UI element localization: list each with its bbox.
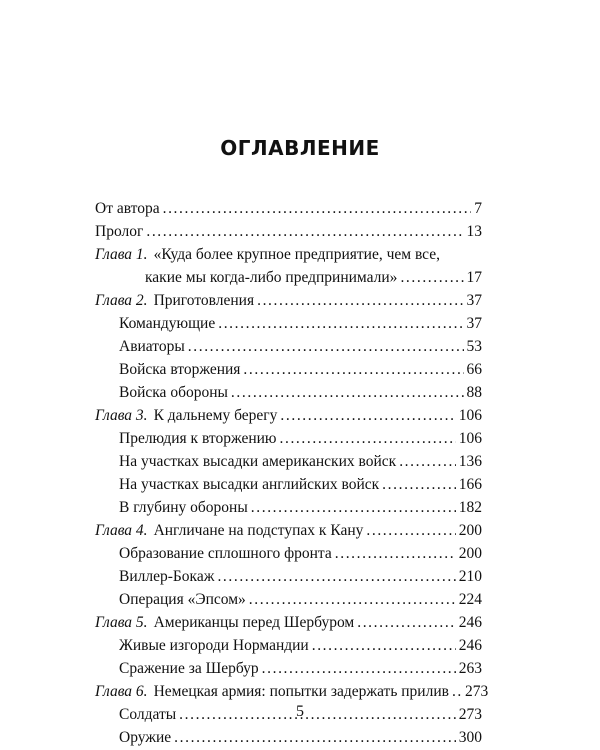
toc-page-number: 210 (458, 568, 482, 585)
toc-subentry (95, 588, 482, 611)
toc-subentry (95, 657, 482, 680)
toc-entry-title: Сражение за Шербур (119, 660, 259, 677)
toc-page-number: 200 (458, 522, 482, 539)
toc-page-number: 37 (466, 315, 482, 332)
toc-entry (95, 197, 482, 220)
toc-entry-title: От автора (95, 200, 160, 217)
dot-leader (243, 358, 463, 381)
page-number: 5 (296, 703, 304, 720)
toc-chapter-entry (95, 611, 482, 634)
toc-subentry (95, 565, 482, 588)
toc-page-number: 200 (458, 545, 482, 562)
dot-leader (280, 427, 456, 450)
toc-subentry (95, 312, 482, 335)
toc-page-number: 106 (458, 430, 482, 447)
chapter-label: Глава 2. (95, 292, 148, 309)
toc-page-number: 53 (466, 338, 482, 355)
toc-chapter-entry (95, 243, 482, 266)
dot-leader (452, 680, 462, 703)
toc-entry-title: На участках высадки американских войск (119, 453, 397, 470)
toc-page-number: 106 (458, 407, 482, 424)
dot-leader (146, 220, 463, 243)
toc-entry-title: Прелюдия к вторжению (119, 430, 277, 447)
toc-subentry (95, 634, 482, 657)
toc-page-number: 88 (466, 384, 482, 401)
toc-page-number: 166 (458, 476, 482, 493)
toc-page-number: 136 (458, 453, 482, 470)
toc-entry-title: Оружие (119, 729, 172, 746)
dot-leader (188, 335, 464, 358)
toc-page-number: 7 (474, 200, 482, 217)
toc-subentry (95, 473, 482, 496)
toc-entry-title: Живые изгороди Нормандии (119, 637, 309, 654)
toc-page-number: 273 (458, 706, 482, 723)
dot-leader (257, 289, 463, 312)
dot-leader (335, 542, 456, 565)
dot-leader (400, 266, 463, 289)
toc-chapter-entry (95, 404, 482, 427)
toc-page-number: 17 (466, 269, 482, 286)
toc-entry-title: Американцы перед Шербуром (153, 614, 355, 631)
chapter-label: Глава 5. (95, 614, 148, 631)
toc-chapter-entry (95, 289, 482, 312)
table-of-contents (95, 197, 489, 749)
toc-entry-title: На участках высадки английских войск (119, 476, 380, 493)
toc-subentry (95, 496, 482, 519)
toc-entry-title: «Куда более крупное предприятие, чем все, (153, 246, 440, 263)
toc-subentry (95, 726, 482, 749)
toc-entry-title: Командующие (119, 315, 216, 332)
toc-subentry (95, 450, 482, 473)
toc-page-number: 273 (464, 683, 489, 700)
toc-entry-title: Солдаты (119, 706, 177, 723)
dot-leader (366, 519, 455, 542)
toc-page-number: 66 (466, 361, 482, 378)
toc-subentry (95, 542, 482, 565)
toc-entry-title: Образование сплошного фронта (119, 545, 332, 562)
toc-page-number: 246 (458, 637, 482, 654)
toc-page-number: 263 (458, 660, 482, 677)
dot-leader (262, 657, 456, 680)
toc-chapter-entry (95, 680, 489, 703)
toc-entry-title: Немецкая армия: попытки задержать прилив (153, 683, 449, 700)
dot-leader (218, 312, 463, 335)
page-title: ОГЛАВЛЕНИЕ (220, 136, 380, 160)
toc-entry-title: какие мы когда-либо предпринимали» (145, 269, 398, 286)
toc-subentry (95, 381, 482, 404)
dot-leader (357, 611, 456, 634)
toc-page-number: 224 (458, 591, 482, 608)
dot-leader (280, 404, 455, 427)
toc-subentry (95, 358, 482, 381)
toc-subentry (95, 427, 482, 450)
dot-leader (399, 450, 456, 473)
toc-entry (95, 220, 482, 243)
toc-entry-continuation (95, 266, 482, 289)
dot-leader (251, 496, 456, 519)
toc-entry-title: Войска обороны (119, 384, 228, 401)
chapter-label: Глава 6. (95, 683, 148, 700)
chapter-label: Глава 3. (95, 407, 148, 424)
toc-entry-title: Авиаторы (119, 338, 185, 355)
toc-entry-title: Виллер-Бокаж (119, 568, 215, 585)
toc-entry-title: К дальнему берегу (153, 407, 278, 424)
toc-entry-title: Приготовления (153, 292, 255, 309)
toc-chapter-entry (95, 519, 482, 542)
chapter-label: Глава 4. (95, 522, 148, 539)
toc-entry-title: В глубину обороны (119, 499, 248, 516)
dot-leader (249, 588, 456, 611)
dot-leader (312, 634, 456, 657)
chapter-label: Глава 1. (95, 246, 148, 263)
toc-entry-title: Англичане на подступах к Кану (153, 522, 364, 539)
toc-entry-title: Операция «Эпсом» (119, 591, 246, 608)
toc-subentry (95, 335, 482, 358)
dot-leader (174, 726, 456, 749)
toc-page-number: 13 (466, 223, 482, 240)
dot-leader (217, 565, 455, 588)
dot-leader (231, 381, 464, 404)
dot-leader (382, 473, 456, 496)
toc-page-number: 37 (466, 292, 482, 309)
toc-entry-title: Войска вторжения (119, 361, 241, 378)
toc-page-number: 182 (458, 499, 482, 516)
dot-leader (163, 197, 472, 220)
toc-page-number: 246 (458, 614, 482, 631)
toc-page-number: 300 (458, 729, 482, 746)
toc-entry-title: Пролог (95, 223, 144, 240)
